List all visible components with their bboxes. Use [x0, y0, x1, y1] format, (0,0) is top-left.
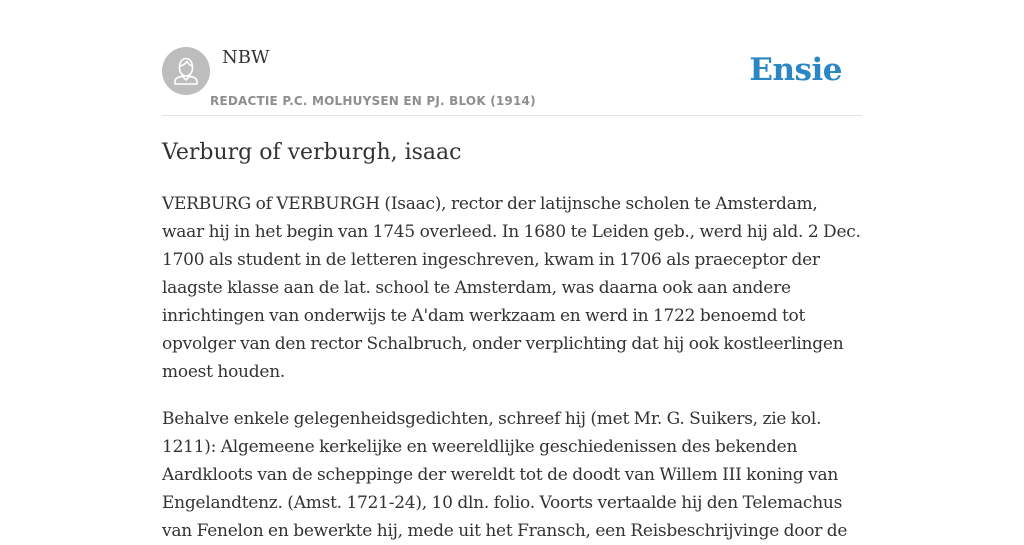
avatar[interactable]	[162, 47, 210, 95]
author-subtitle: REDACTIE P.C. MOLHUYSEN EN PJ. BLOK (1914)	[210, 94, 536, 108]
author-header	[162, 47, 862, 116]
brand-logo[interactable]: Ensie	[749, 52, 842, 88]
page-title: Verburg of verburgh, isaac	[162, 140, 462, 165]
user-icon	[162, 47, 210, 95]
article-paragraph: VERBURG of VERBURGH (Isaac), rector der latijnsche scholen te Amsterdam, waar hij in het begin van 1745 overleed. In 1680 te Leiden geb., werd hij ald. 2 Dec. 1700 als student in de letteren ingeschreven, kwam in 1706 als praeceptor der laagste klasse aan de lat. school te Amsterdam, was daarna ook aan andere inrichtingen van onderwijs te A'dam werkzaam en werd in 1722 benoemd tot opvolger van den rector Schalbruch, onder verplichting dat hij ook kostleerlingen moest houden.	[162, 194, 861, 382]
article-paragraph: Behalve enkele gelegenheidsgedichten, schreef hij (met Mr. G. Suikers, zie kol. 1211): Algemeene kerkelijke en weereldlijke geschiedenissen des bekenden Aardkloots van de scheppinge der wereldt tot de doodt van Willem III koning van Engelandtenz. (Amst. 1721-24), 10 dln. folio. Voorts vertaalde hij den Telemachus van Fenelon en bewerkte hij, mede uit het Fransch, een Reisbeschrijvinge door de	[162, 409, 848, 541]
author-name[interactable]: NBW	[222, 47, 270, 68]
page	[162, 0, 862, 545]
